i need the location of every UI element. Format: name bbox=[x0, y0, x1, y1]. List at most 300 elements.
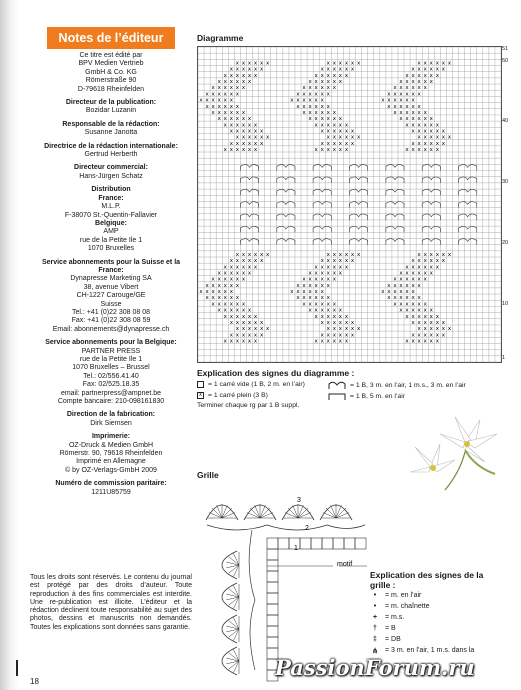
filled-square-mark: x bbox=[423, 252, 427, 258]
filled-square-mark: x bbox=[417, 313, 421, 320]
filled-square-mark: x bbox=[241, 60, 246, 67]
filled-square-mark: x bbox=[393, 97, 397, 104]
notes-line: rue de la Petite Ile 1 bbox=[79, 236, 143, 244]
filled-square-mark: x bbox=[332, 134, 336, 141]
notes-block bbox=[30, 339, 192, 406]
filled-square-mark: x bbox=[338, 72, 343, 79]
notes-line: © by OZ-Verlags-GmbH 2009 bbox=[65, 466, 157, 474]
filled-square-mark: x bbox=[447, 326, 452, 333]
filled-square-mark: x bbox=[423, 140, 427, 147]
grille-square bbox=[344, 538, 355, 549]
filled-square-mark: x bbox=[423, 147, 427, 153]
filled-square-mark: x bbox=[320, 319, 324, 326]
filled-square-mark: x bbox=[393, 289, 397, 296]
filled-square-mark: x bbox=[429, 134, 433, 141]
filled-square-mark: x bbox=[435, 338, 440, 345]
filled-square-mark: x bbox=[326, 282, 330, 289]
filled-square-mark: x bbox=[411, 128, 415, 135]
filled-square-mark: x bbox=[338, 313, 343, 320]
filled-square-mark: x bbox=[211, 282, 215, 289]
grille-square bbox=[267, 626, 278, 637]
filled-square-mark: x bbox=[241, 270, 246, 277]
grille-square bbox=[267, 637, 278, 648]
filled-square-mark: x bbox=[429, 60, 433, 67]
filled-square-mark: x bbox=[423, 122, 427, 129]
filled-square-mark: x bbox=[235, 122, 240, 129]
legend-arch bbox=[328, 381, 466, 390]
filled-square-mark: x bbox=[405, 313, 409, 320]
filled-square-mark: x bbox=[417, 252, 421, 258]
filled-square-mark: x bbox=[332, 307, 336, 314]
filled-square-mark: x bbox=[423, 72, 427, 79]
filled-square-mark: x bbox=[429, 72, 433, 79]
arch-mark bbox=[350, 214, 368, 220]
filled-square-mark: x bbox=[241, 313, 246, 320]
filled-square-mark: x bbox=[350, 332, 355, 339]
filled-square-mark: x bbox=[417, 147, 421, 153]
filled-square-mark: x bbox=[326, 264, 330, 271]
filled-square-mark: x bbox=[338, 116, 343, 123]
filled-square-mark: x bbox=[411, 140, 415, 147]
filled-square-mark: x bbox=[411, 276, 415, 283]
filled-square-mark: x bbox=[259, 66, 264, 73]
filled-square-mark: x bbox=[253, 252, 258, 258]
filled-square-mark: x bbox=[344, 258, 349, 265]
filled-square-mark: x bbox=[259, 252, 264, 258]
filled-square-mark: x bbox=[441, 140, 446, 147]
filled-square-mark: x bbox=[223, 122, 227, 129]
filled-square-mark: x bbox=[356, 252, 361, 258]
filled-square-mark: x bbox=[320, 282, 324, 289]
notes-block-heading: Numéro de commission paritaire: bbox=[55, 480, 167, 488]
arch-mark bbox=[240, 214, 258, 220]
filled-square-mark: x bbox=[247, 66, 252, 73]
filled-square-mark: x bbox=[399, 270, 403, 277]
filled-square-mark: x bbox=[326, 252, 330, 258]
filled-square-mark: x bbox=[235, 91, 240, 98]
filled-square-mark: x bbox=[423, 134, 427, 141]
filled-square-mark: x bbox=[405, 103, 409, 110]
filled-square-mark: x bbox=[326, 319, 330, 326]
filled-square-mark: x bbox=[308, 289, 312, 296]
filled-square-mark: x bbox=[350, 66, 355, 73]
legend2-item bbox=[370, 612, 500, 623]
grille-label-1: 1 bbox=[294, 545, 298, 552]
filled-square-mark: x bbox=[405, 276, 409, 283]
filled-square-mark: x bbox=[259, 128, 264, 135]
filled-square-mark: x bbox=[308, 295, 312, 302]
notes-line: Hans-Jürgen Schatz bbox=[79, 172, 143, 180]
filled-square-mark: x bbox=[235, 338, 240, 345]
filled-square-mark: x bbox=[332, 264, 336, 271]
filled-square-mark: x bbox=[381, 289, 385, 296]
filled-square-mark: x bbox=[211, 103, 215, 110]
notes-line: D-79618 Rheinfelden bbox=[77, 85, 145, 93]
filled-square-mark: x bbox=[235, 264, 240, 271]
notes-line: Tel.: 02/556.41.40 bbox=[83, 372, 139, 380]
filled-square-mark: x bbox=[314, 282, 318, 289]
filled-square-mark: x bbox=[223, 289, 227, 296]
arch-mark bbox=[350, 177, 368, 183]
grille-square bbox=[322, 538, 333, 549]
arch-mark bbox=[459, 202, 477, 208]
filled-square-mark: x bbox=[205, 103, 209, 110]
filled-square-mark: x bbox=[393, 103, 397, 110]
filled-square-mark: x bbox=[302, 282, 306, 289]
arch-mark bbox=[313, 239, 331, 245]
filled-square-mark: x bbox=[326, 147, 330, 153]
filled-square-mark: x bbox=[223, 109, 227, 116]
filled-square-mark: x bbox=[308, 97, 312, 104]
filled-square-mark: x bbox=[217, 85, 221, 92]
arch-mark bbox=[313, 165, 331, 171]
filled-square-mark: x bbox=[429, 128, 433, 135]
arch-mark bbox=[240, 239, 258, 245]
fan-stitch bbox=[233, 629, 239, 641]
fan-stitch bbox=[260, 508, 270, 518]
filled-square-mark: x bbox=[205, 295, 209, 302]
filled-square-mark: x bbox=[320, 147, 324, 153]
filled-square-mark: x bbox=[314, 91, 318, 98]
filled-square-mark: x bbox=[308, 103, 312, 110]
filled-square-mark: x bbox=[229, 338, 233, 345]
row-label: 10 bbox=[502, 301, 509, 307]
fan-stitch bbox=[336, 508, 346, 518]
filled-square-mark: x bbox=[387, 282, 391, 289]
filled-square-mark: x bbox=[326, 85, 330, 92]
filled-square-mark: x bbox=[223, 72, 227, 79]
fan-stitch bbox=[233, 597, 239, 609]
notes-block bbox=[30, 52, 192, 94]
filled-square-mark: x bbox=[229, 258, 233, 265]
filled-square-mark: x bbox=[423, 128, 427, 135]
filled-square-mark: x bbox=[253, 147, 258, 153]
filled-square-mark: x bbox=[223, 338, 227, 345]
arch-mark bbox=[422, 189, 440, 195]
filled-square-mark: x bbox=[235, 109, 240, 116]
filled-square-mark: x bbox=[411, 258, 415, 265]
filled-square-mark: x bbox=[332, 313, 336, 320]
filled-square-mark: x bbox=[241, 85, 246, 92]
filled-square-mark: x bbox=[423, 319, 427, 326]
filled-square-mark: x bbox=[338, 319, 343, 326]
filled-square-mark: x bbox=[290, 289, 294, 296]
filled-square-mark: x bbox=[308, 282, 312, 289]
arch-mark bbox=[313, 214, 331, 220]
filled-square-mark: x bbox=[429, 332, 433, 339]
filled-square-mark: x bbox=[332, 85, 336, 92]
filled-square-mark: x bbox=[441, 66, 446, 73]
notes-block-heading: Direction de la fabrication: bbox=[66, 411, 156, 419]
filled-square-mark: x bbox=[235, 332, 240, 339]
filled-square-mark: x bbox=[417, 128, 421, 135]
filled-square-mark: x bbox=[429, 122, 433, 129]
bar-symbol-icon bbox=[328, 392, 346, 401]
filled-square-mark: x bbox=[247, 122, 252, 129]
filled-square-mark: x bbox=[338, 326, 343, 333]
filled-square-mark: x bbox=[429, 252, 433, 258]
filled-square-mark: x bbox=[259, 60, 264, 67]
filled-square-mark: x bbox=[302, 295, 306, 302]
filled-square-mark: x bbox=[326, 338, 330, 345]
filled-square-mark: x bbox=[417, 301, 421, 308]
arch-mark bbox=[240, 226, 258, 232]
filled-square-mark: x bbox=[308, 85, 312, 92]
filled-square-mark: x bbox=[241, 122, 246, 129]
arch-mark bbox=[459, 239, 477, 245]
arch-mark bbox=[277, 214, 295, 220]
filled-square-mark: x bbox=[326, 313, 330, 320]
fan-stitch bbox=[233, 565, 239, 577]
filled-square-mark: x bbox=[344, 338, 349, 345]
filled-square-mark: x bbox=[405, 282, 409, 289]
arch-mark bbox=[386, 239, 404, 245]
row-label: 51 bbox=[502, 46, 509, 52]
filled-square-mark: x bbox=[338, 60, 343, 67]
filled-square-mark: x bbox=[344, 326, 349, 333]
legend2-text: = DB bbox=[385, 636, 401, 643]
filled-square-mark: x bbox=[253, 60, 258, 67]
filled-square-mark: x bbox=[429, 264, 433, 271]
filled-square-mark: x bbox=[229, 103, 233, 110]
filled-square-mark: x bbox=[320, 295, 324, 302]
filled-square-mark: x bbox=[259, 258, 264, 265]
notes-line: 1211U85759 bbox=[91, 488, 131, 496]
filled-square-mark: x bbox=[338, 147, 343, 153]
filled-square-mark: x bbox=[223, 307, 227, 314]
filled-square-mark: x bbox=[235, 72, 240, 79]
filled-square-mark: x bbox=[229, 295, 233, 302]
page-binding bbox=[0, 0, 18, 690]
filled-square-mark: x bbox=[241, 252, 246, 258]
filled-square-mark: x bbox=[399, 97, 403, 104]
filled-square-mark: x bbox=[211, 91, 215, 98]
filled-square-mark: x bbox=[235, 270, 240, 277]
filled-square-mark: x bbox=[247, 72, 252, 79]
filled-square-mark: x bbox=[320, 97, 324, 104]
filled-square-mark: x bbox=[308, 116, 312, 123]
filled-square-mark: x bbox=[229, 122, 233, 129]
chain-arc bbox=[207, 525, 365, 530]
filled-square-mark: x bbox=[332, 326, 336, 333]
filled-square-mark: x bbox=[314, 103, 318, 110]
filled-square-mark: x bbox=[411, 147, 415, 153]
notes-line: France: bbox=[98, 194, 124, 202]
filled-square-mark: x bbox=[229, 79, 233, 86]
rights-text: Tous les droits sont réservés. Le contenu du journal est protégé par des droits d’auteur. Toute reproduction à des fins commerciales est interdite. Une re-publication est illicite. L’éditeur et la rédaction déclinent toute responsabilité au sujet des photos, dessins et manuscrits non demandés. Toutes les explications sont données sans garantie. bbox=[30, 574, 192, 631]
filled-square-mark: x bbox=[411, 313, 415, 320]
filled-square-mark: x bbox=[235, 307, 240, 314]
filled-square-mark: x bbox=[314, 79, 318, 86]
filled-square-mark: x bbox=[314, 276, 318, 283]
filled-square-mark: x bbox=[356, 134, 361, 141]
notes-line: rue de la Petite Ile 1 bbox=[79, 356, 143, 363]
fan-stitch bbox=[233, 553, 239, 565]
filled-square-mark: x bbox=[326, 270, 330, 277]
filled-square-mark: x bbox=[399, 282, 403, 289]
arch-mark bbox=[240, 189, 258, 195]
filled-square-mark: x bbox=[247, 307, 252, 314]
filled-square-mark: x bbox=[259, 319, 264, 326]
filled-square-mark: x bbox=[326, 301, 330, 308]
notes-line: Ce titre est édité par bbox=[79, 52, 143, 59]
legend2-text: = m. chaînette bbox=[385, 603, 430, 610]
stitch-symbol-icon: + bbox=[372, 614, 378, 621]
filled-square-mark: x bbox=[229, 276, 233, 283]
notes-block-heading: Responsable de la rédaction: bbox=[62, 120, 160, 128]
filled-square-mark: x bbox=[302, 276, 306, 283]
filled-square-mark: x bbox=[417, 103, 421, 110]
legend2-item bbox=[370, 590, 500, 601]
grille-square bbox=[278, 538, 289, 549]
filled-square-mark: x bbox=[211, 97, 215, 104]
filled-square-mark: x bbox=[411, 85, 415, 92]
filled-square-mark: x bbox=[399, 301, 403, 308]
filled-square-mark: x bbox=[441, 258, 446, 265]
filled-square-mark: x bbox=[417, 332, 421, 339]
grille-square bbox=[267, 615, 278, 626]
grille-square bbox=[355, 538, 366, 549]
arch-mark bbox=[277, 177, 295, 183]
filled-square-mark: x bbox=[417, 326, 421, 333]
fan-stitch bbox=[233, 617, 239, 629]
filled-square-mark: x bbox=[411, 289, 415, 296]
notes-line: PARTNER PRESS bbox=[81, 347, 141, 355]
filled-square-mark: x bbox=[429, 326, 433, 333]
filled-square-mark: x bbox=[253, 264, 258, 271]
grille-square bbox=[300, 538, 311, 549]
diagram-title: Diagramme bbox=[197, 33, 244, 43]
filled-square-mark: x bbox=[435, 60, 440, 67]
filled-square-mark: x bbox=[302, 103, 306, 110]
filled-square-mark: x bbox=[417, 60, 421, 67]
filled-square-mark: x bbox=[241, 338, 246, 345]
filled-square-mark: x bbox=[253, 140, 258, 147]
filled-square-mark: x bbox=[344, 134, 349, 141]
filled-square-mark: x bbox=[405, 122, 409, 129]
filled-square-mark: x bbox=[229, 332, 233, 339]
filled-square-mark: x bbox=[223, 85, 227, 92]
arch-mark bbox=[277, 202, 295, 208]
filled-square-mark: x bbox=[435, 122, 440, 129]
legend2-text: = m. en l’air bbox=[385, 592, 422, 599]
filled-square-mark: x bbox=[423, 307, 427, 314]
filled-square-mark: x bbox=[326, 307, 330, 314]
notes-line: Suisse bbox=[100, 300, 122, 308]
filled-square-mark: x bbox=[326, 109, 330, 116]
diagram-grid bbox=[198, 47, 501, 362]
arch-mark bbox=[313, 202, 331, 208]
filled-square-mark: x bbox=[253, 258, 258, 265]
filled-square-mark: x bbox=[314, 289, 318, 296]
watermark: PassionForum.ru bbox=[275, 655, 475, 680]
filled-square-mark: x bbox=[229, 307, 233, 314]
filled-square-mark: x bbox=[320, 289, 324, 296]
filled-square-mark: x bbox=[320, 270, 324, 277]
filled-square-mark: x bbox=[235, 128, 240, 135]
notes-block bbox=[30, 121, 192, 138]
filled-square-mark: x bbox=[332, 147, 336, 153]
filled-square-mark: x bbox=[338, 122, 343, 129]
arch-mark bbox=[459, 189, 477, 195]
grille-title: Grille bbox=[197, 470, 219, 480]
filled-square-mark: x bbox=[308, 270, 312, 277]
arch-mark bbox=[386, 165, 404, 171]
filled-square-mark: x bbox=[332, 140, 336, 147]
grille-motif-label: motif bbox=[337, 561, 353, 568]
filled-square-mark: x bbox=[241, 332, 246, 339]
notes-line: Bozidar Luzanin bbox=[85, 107, 137, 115]
filled-square-mark: x bbox=[350, 252, 355, 258]
legend2-item bbox=[370, 634, 500, 645]
arch-mark bbox=[386, 214, 404, 220]
arch-mark bbox=[313, 189, 331, 195]
filled-square-mark: x bbox=[417, 85, 421, 92]
filled-square-mark: x bbox=[247, 258, 252, 265]
arch-mark bbox=[459, 214, 477, 220]
notes-block-heading: Directeur commercial: bbox=[74, 164, 148, 172]
filled-square-mark: x bbox=[387, 91, 391, 98]
filled-square-mark: x bbox=[411, 270, 415, 277]
notes-line: Fax: +41 (0)22 308 08 59 bbox=[71, 317, 151, 325]
filled-square-mark: x bbox=[296, 103, 300, 110]
filled-square-mark: x bbox=[320, 122, 324, 129]
filled-square-mark: x bbox=[417, 319, 421, 326]
filled-square-mark: x bbox=[229, 97, 233, 104]
filled-square-mark: x bbox=[344, 122, 349, 129]
filled-square-mark: x bbox=[217, 97, 221, 104]
filled-square-mark: x bbox=[235, 301, 240, 308]
filled-square-mark: x bbox=[259, 140, 264, 147]
filled-square-mark: x bbox=[229, 116, 233, 123]
filled-square-mark: x bbox=[235, 116, 240, 123]
filled-square-mark: x bbox=[447, 134, 452, 141]
filled-square-mark: x bbox=[411, 103, 415, 110]
arch-mark bbox=[350, 239, 368, 245]
filled-square-mark: x bbox=[399, 85, 403, 92]
filled-square-mark: x bbox=[399, 289, 403, 296]
arch-mark bbox=[422, 239, 440, 245]
filled-square-mark: x bbox=[411, 307, 415, 314]
filled-square-mark: x bbox=[332, 319, 336, 326]
filled-square-mark: x bbox=[223, 147, 227, 153]
fan-arc bbox=[222, 551, 237, 579]
filled-square-mark: x bbox=[435, 332, 440, 339]
filled-square-mark: x bbox=[350, 140, 355, 147]
filled-square-mark: x bbox=[241, 319, 246, 326]
arch-mark bbox=[422, 226, 440, 232]
notes-line: Römerstraße 90 bbox=[85, 77, 137, 85]
filled-square-mark: x bbox=[393, 295, 397, 302]
filled-square-mark: x bbox=[405, 264, 409, 271]
arch-mark bbox=[277, 165, 295, 171]
notes-block-heading: Directrice de la rédaction internationale: bbox=[44, 142, 178, 150]
filled-square-mark: x bbox=[235, 252, 240, 258]
filled-square-mark: x bbox=[350, 258, 355, 265]
notes-line: GmbH & Co. KG bbox=[85, 68, 137, 76]
filled-square-mark: x bbox=[211, 85, 215, 92]
filled-square-mark: x bbox=[435, 134, 440, 141]
filled-square-mark: x bbox=[320, 332, 324, 339]
filled-square-mark: x bbox=[332, 72, 336, 79]
arch-mark bbox=[459, 226, 477, 232]
filled-square-mark: x bbox=[247, 128, 252, 135]
filled-square-mark: x bbox=[229, 140, 233, 147]
filled-square-mark: x bbox=[217, 79, 221, 86]
filled-square-mark: x bbox=[405, 301, 409, 308]
filled-square-mark: x bbox=[211, 301, 215, 308]
notes-line: Fax: 02/525.18.35 bbox=[82, 381, 140, 389]
